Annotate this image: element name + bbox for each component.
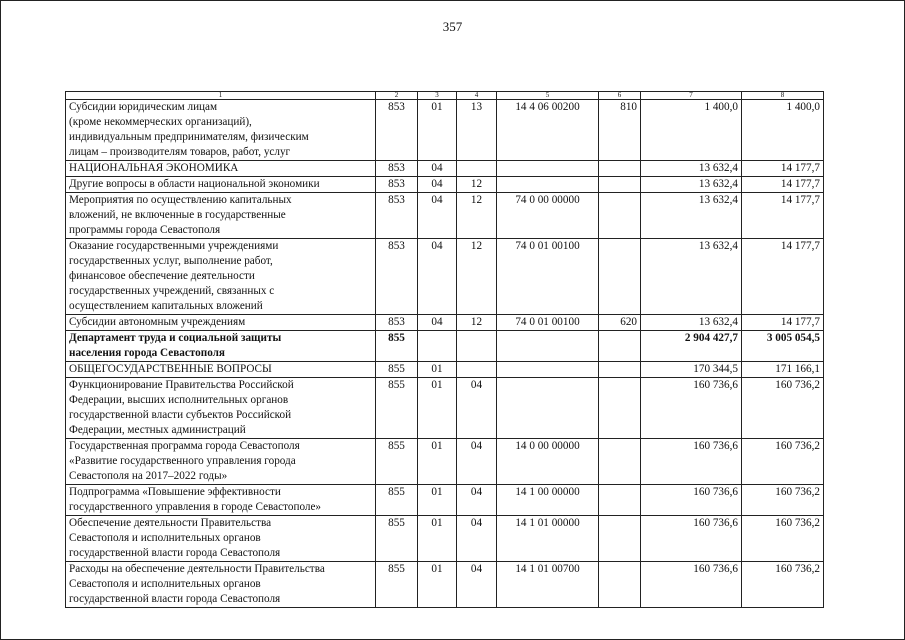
- amount-year-2: 14 177,7: [742, 177, 824, 193]
- amount-year-1: 160 736,6: [641, 439, 742, 485]
- row-description: Подпрограмма «Повышение эффективности государственного управления в городе Севастополе»: [66, 485, 376, 516]
- section-code: 04: [418, 315, 457, 331]
- row-description: НАЦИОНАЛЬНАЯ ЭКОНОМИКА: [66, 161, 376, 177]
- amount-year-2: 160 736,2: [742, 378, 824, 439]
- table-row: [66, 161, 824, 177]
- target-article-code: [497, 161, 599, 177]
- subsection-code: 12: [457, 239, 497, 315]
- amount-year-1: 13 632,4: [641, 161, 742, 177]
- section-code: 04: [418, 177, 457, 193]
- section-code: 01: [418, 485, 457, 516]
- amount-year-1: 160 736,6: [641, 485, 742, 516]
- expense-type-code: [599, 516, 641, 562]
- amount-year-1: 13 632,4: [641, 239, 742, 315]
- subsection-code: 04: [457, 562, 497, 608]
- amount-year-2: 171 166,1: [742, 362, 824, 378]
- subsection-code: 12: [457, 315, 497, 331]
- section-code: 01: [418, 439, 457, 485]
- subsection-code: 13: [457, 100, 497, 161]
- budget-table: [65, 91, 824, 608]
- amount-year-2: 160 736,2: [742, 562, 824, 608]
- department-code: 855: [376, 439, 418, 485]
- target-article-code: 14 0 00 00000: [497, 439, 599, 485]
- column-header: 1: [66, 92, 376, 100]
- subsection-code: 12: [457, 177, 497, 193]
- subsection-code: 04: [457, 485, 497, 516]
- column-header: 7: [641, 92, 742, 100]
- target-article-code: 74 0 01 00100: [497, 315, 599, 331]
- amount-year-1: 13 632,4: [641, 177, 742, 193]
- row-description: Департамент труда и социальной защиты населения города Севастополя: [66, 331, 376, 362]
- section-code: 01: [418, 362, 457, 378]
- table-row: [66, 177, 824, 193]
- row-description: Функционирование Правительства Российской Федерации, высших исполнительных органов государственной власти субъектов Российской Федерации, местных администраций: [66, 378, 376, 439]
- amount-year-2: 1 400,0: [742, 100, 824, 161]
- row-description: Государственная программа города Севастополя «Развитие государственного управления города Севастополя на 2017–2022 годы»: [66, 439, 376, 485]
- table-row: [66, 485, 824, 516]
- expense-type-code: [599, 239, 641, 315]
- target-article-code: 14 1 01 00700: [497, 562, 599, 608]
- table-body: [66, 100, 824, 608]
- table-row: [66, 562, 824, 608]
- table-row: [66, 315, 824, 331]
- section-code: [418, 331, 457, 362]
- expense-type-code: [599, 378, 641, 439]
- amount-year-2: 160 736,2: [742, 516, 824, 562]
- expense-type-code: 810: [599, 100, 641, 161]
- target-article-code: [497, 362, 599, 378]
- subsection-code: [457, 331, 497, 362]
- target-article-code: 14 4 06 00200: [497, 100, 599, 161]
- column-header: 8: [742, 92, 824, 100]
- amount-year-1: 170 344,5: [641, 362, 742, 378]
- expense-type-code: [599, 177, 641, 193]
- amount-year-1: 13 632,4: [641, 315, 742, 331]
- section-code: 01: [418, 516, 457, 562]
- subsection-code: 04: [457, 378, 497, 439]
- amount-year-2: 160 736,2: [742, 485, 824, 516]
- row-description: Субсидии юридическим лицам (кроме некоммерческих организаций), индивидуальным предпринимателям, физическим лицам – производителям товаров, работ, услуг: [66, 100, 376, 161]
- row-description: Обеспечение деятельности Правительства Севастополя и исполнительных органов государственной власти города Севастополя: [66, 516, 376, 562]
- amount-year-1: 1 400,0: [641, 100, 742, 161]
- amount-year-1: 160 736,6: [641, 562, 742, 608]
- section-code: 04: [418, 193, 457, 239]
- table-row: [66, 239, 824, 315]
- expense-type-code: [599, 485, 641, 516]
- column-header: 6: [599, 92, 641, 100]
- amount-year-1: 160 736,6: [641, 516, 742, 562]
- page-number: 357: [442, 19, 463, 34]
- table-row: [66, 439, 824, 485]
- section-code: 01: [418, 378, 457, 439]
- table-row: [66, 362, 824, 378]
- department-code: 853: [376, 161, 418, 177]
- amount-year-2: 3 005 054,5: [742, 331, 824, 362]
- subsection-code: 04: [457, 439, 497, 485]
- column-header: 2: [376, 92, 418, 100]
- row-description: ОБЩЕГОСУДАРСТВЕННЫЕ ВОПРОСЫ: [66, 362, 376, 378]
- row-description: Другие вопросы в области национальной экономики: [66, 177, 376, 193]
- target-article-code: [497, 378, 599, 439]
- column-header: 4: [457, 92, 497, 100]
- expense-type-code: 620: [599, 315, 641, 331]
- department-code: 855: [376, 516, 418, 562]
- expense-type-code: [599, 439, 641, 485]
- table-row: [66, 378, 824, 439]
- target-article-code: 14 1 01 00000: [497, 516, 599, 562]
- amount-year-1: 2 904 427,7: [641, 331, 742, 362]
- department-code: 855: [376, 485, 418, 516]
- row-description: Оказание государственными учреждениями государственных услуг, выполнение работ, финансовое обеспечение деятельности государственных учреждений, связанных с осуществлением капитальных вложений: [66, 239, 376, 315]
- subsection-code: 12: [457, 193, 497, 239]
- target-article-code: 74 0 00 00000: [497, 193, 599, 239]
- department-code: 853: [376, 315, 418, 331]
- amount-year-2: 14 177,7: [742, 193, 824, 239]
- expense-type-code: [599, 161, 641, 177]
- expense-type-code: [599, 193, 641, 239]
- amount-year-1: 13 632,4: [641, 193, 742, 239]
- amount-year-2: 160 736,2: [742, 439, 824, 485]
- target-article-code: 14 1 00 00000: [497, 485, 599, 516]
- target-article-code: [497, 331, 599, 362]
- section-code: 01: [418, 100, 457, 161]
- section-code: 04: [418, 239, 457, 315]
- department-code: 853: [376, 193, 418, 239]
- table-header-row: [66, 92, 824, 100]
- row-description: Расходы на обеспечение деятельности Правительства Севастополя и исполнительных органов государственной власти города Севастополя: [66, 562, 376, 608]
- department-code: 853: [376, 239, 418, 315]
- table-row: [66, 516, 824, 562]
- department-code: 855: [376, 331, 418, 362]
- table-row: [66, 100, 824, 161]
- section-code: 04: [418, 161, 457, 177]
- department-code: 855: [376, 362, 418, 378]
- target-article-code: [497, 177, 599, 193]
- amount-year-2: 14 177,7: [742, 315, 824, 331]
- subsection-code: 04: [457, 516, 497, 562]
- department-code: 853: [376, 177, 418, 193]
- department-code: 855: [376, 378, 418, 439]
- column-header: 5: [497, 92, 599, 100]
- subsection-code: [457, 161, 497, 177]
- row-description: Субсидии автономным учреждениям: [66, 315, 376, 331]
- department-code: 855: [376, 562, 418, 608]
- target-article-code: 74 0 01 00100: [497, 239, 599, 315]
- column-header: 3: [418, 92, 457, 100]
- amount-year-2: 14 177,7: [742, 239, 824, 315]
- subsection-code: [457, 362, 497, 378]
- expense-type-code: [599, 562, 641, 608]
- expense-type-code: [599, 331, 641, 362]
- table-row: [66, 193, 824, 239]
- amount-year-2: 14 177,7: [742, 161, 824, 177]
- section-code: 01: [418, 562, 457, 608]
- department-code: 853: [376, 100, 418, 161]
- row-description: Мероприятия по осуществлению капитальных вложений, не включенные в государственные программы города Севастополя: [66, 193, 376, 239]
- expense-type-code: [599, 362, 641, 378]
- table-row: [66, 331, 824, 362]
- amount-year-1: 160 736,6: [641, 378, 742, 439]
